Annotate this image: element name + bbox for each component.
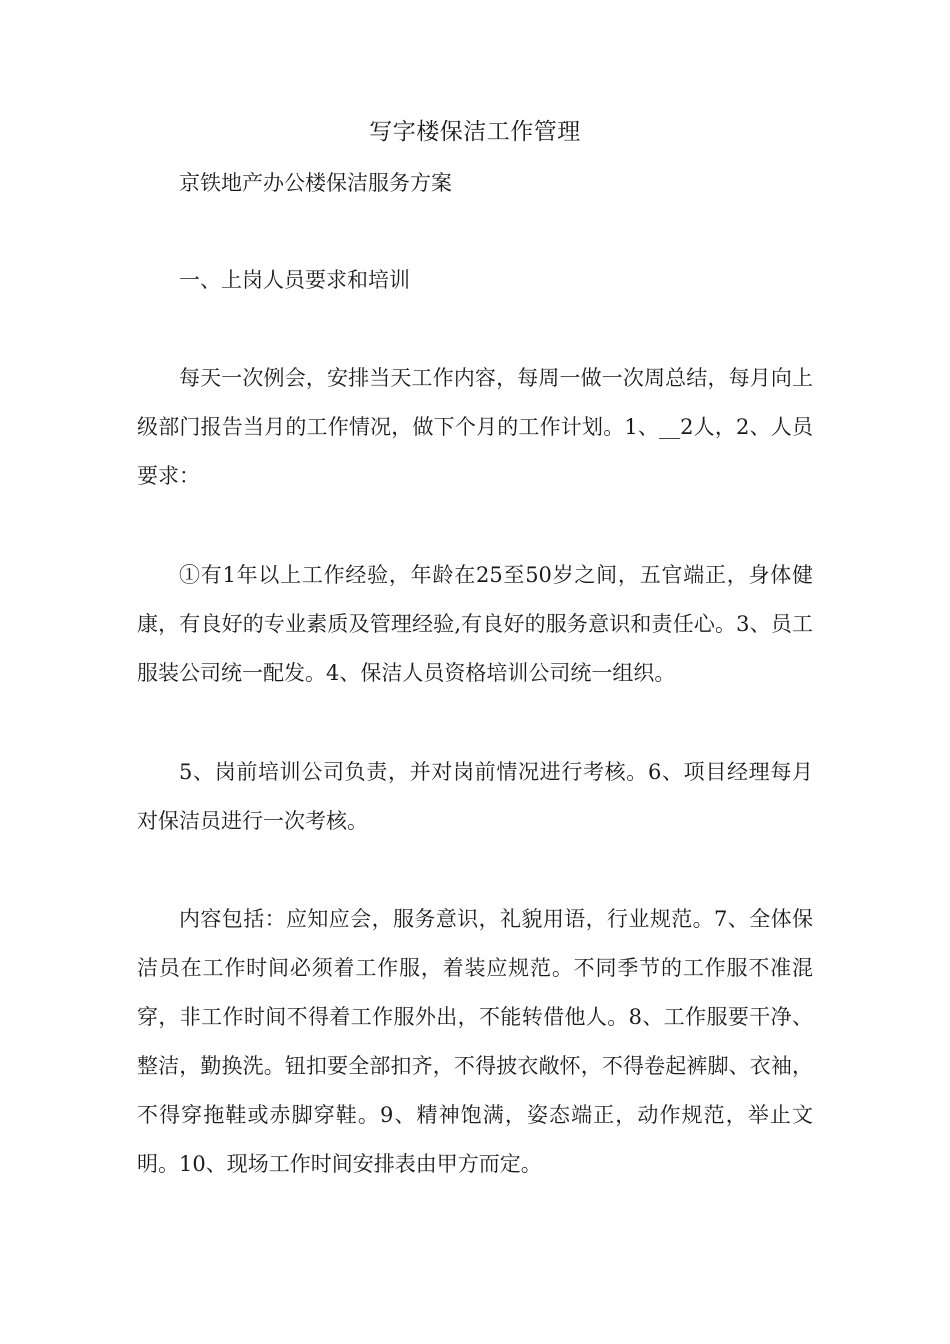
paragraph-1: 每天一次例会，安排当天工作内容，每周一做一次周总结，每月向上级部门报告当月的工作情况，做下个月的工作计划。1、__2人，2、人员要求：: [137, 366, 813, 488]
section-heading: 一、上岗人员要求和培训: [179, 268, 410, 292]
paragraph-3: 5、岗前培训公司负责，并对岗前情况进行考核。6、项目经理每月对保洁员进行一次考核。: [137, 760, 813, 833]
document-title: 写字楼保洁工作管理: [369, 119, 581, 145]
paragraph-4: 内容包括：应知应会，服务意识，礼貌用语，行业规范。7、全体保洁员在工作时间必须着工作服，着装应规范。不同季节的工作服不准混穿，非工作时间不得着工作服外出，不能转借他人。8、工作服要干净、整洁，勤换洗。钮扣要全部扣齐，不得披衣敞怀，不得卷起裤脚、衣袖，不得穿拖鞋或赤脚穿鞋。9、精神饱满，姿态端正，动作规范，举止文明。10、现场工作时间安排表由甲方而定。: [137, 907, 813, 1176]
paragraph-2: ①有1年以上工作经验，年龄在25至50岁之间，五官端正，身体健康，有良好的专业素质及管理经验,有良好的服务意识和责任心。3、员工服装公司统一配发。4、保洁人员资格培训公司统一组织。: [137, 563, 813, 685]
document-subtitle: 京铁地产办公楼保洁服务方案: [179, 171, 452, 195]
